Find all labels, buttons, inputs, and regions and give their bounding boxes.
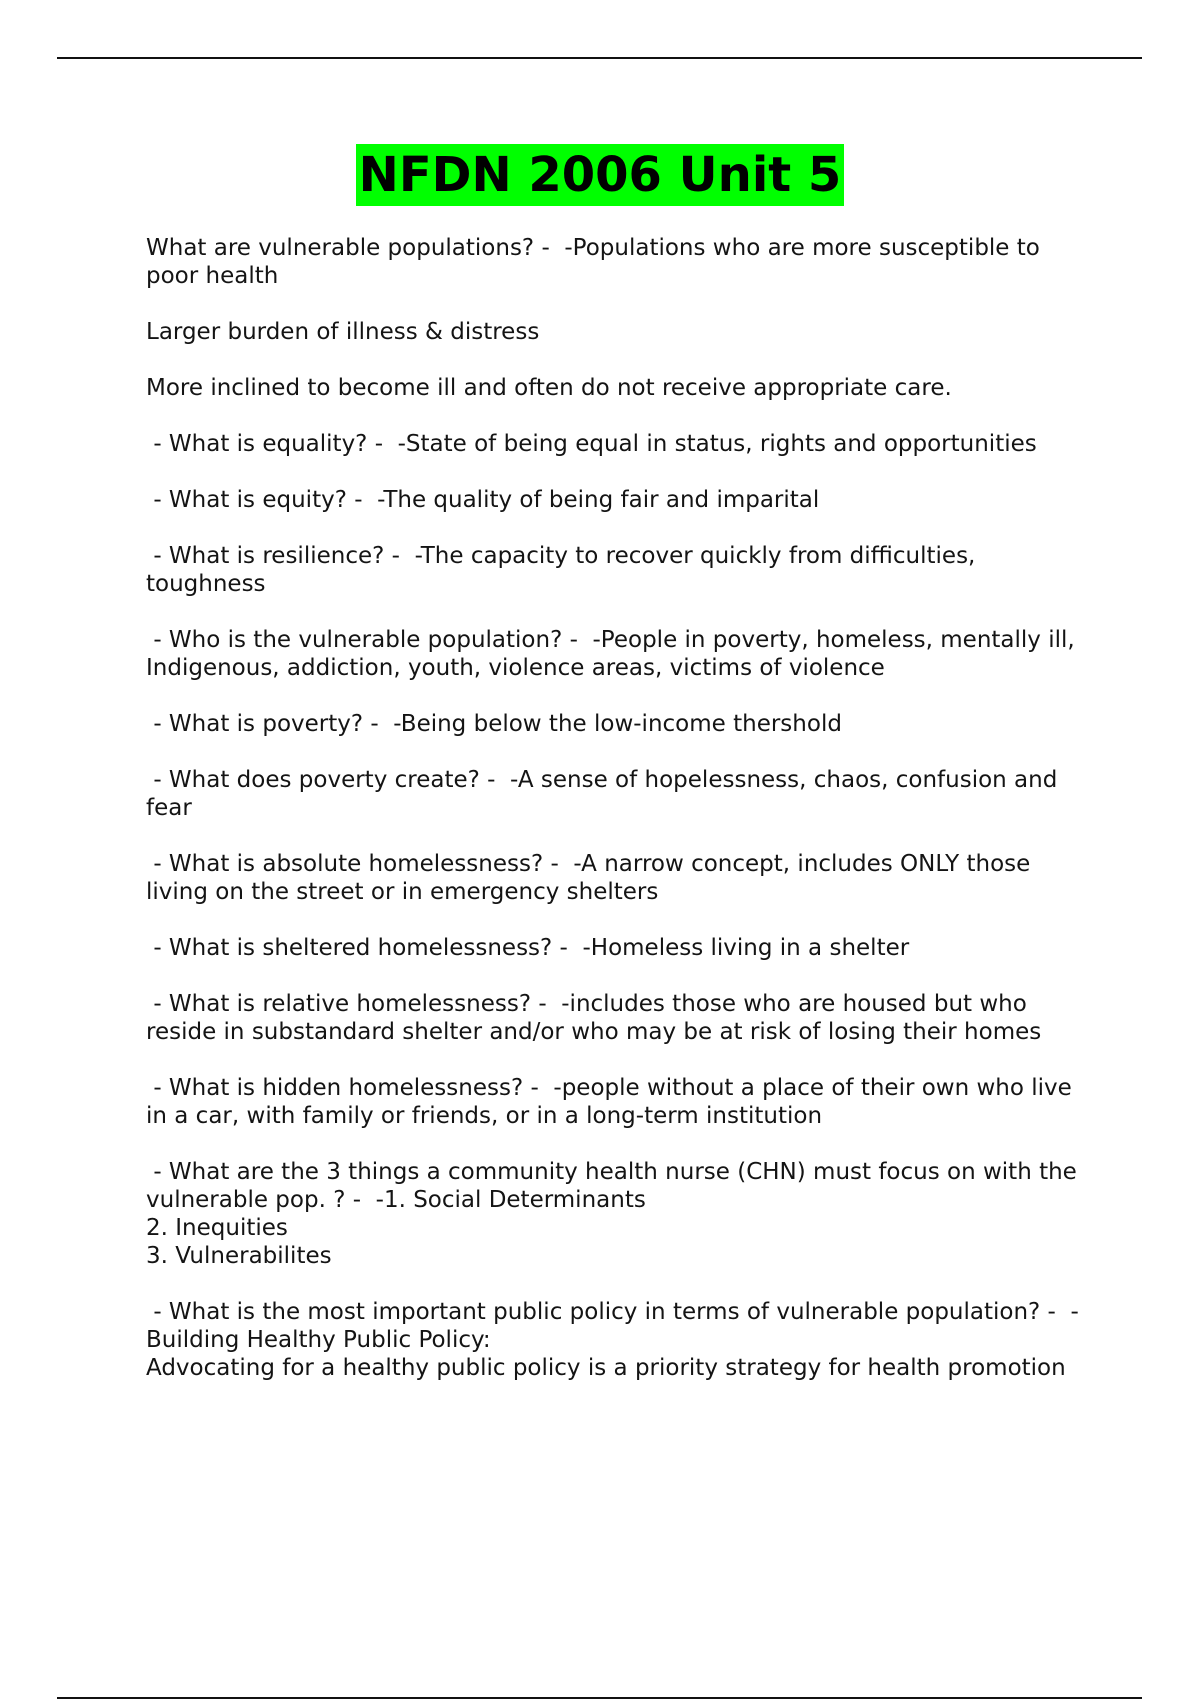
paragraph-poverty-creates: - What does poverty create? - -A sense of hopelessness, chaos, confusion and fear bbox=[146, 767, 1065, 821]
document-title: NFDN 2006 Unit 5 bbox=[356, 144, 845, 206]
paragraph-sheltered-homelessness: - What is sheltered homelessness? - -Homeless living in a shelter bbox=[146, 935, 910, 961]
paragraph-public-policy: - What is the most important public policy in terms of vulnerable population? - -Building Healthy Public Policy: Advocating for a healthy public policy is a priority strategy for health promotion bbox=[146, 1299, 1079, 1381]
document-body bbox=[146, 234, 1096, 1410]
paragraph-more-inclined: More inclined to become ill and often do not receive appropriate care. bbox=[146, 375, 952, 401]
top-rule bbox=[57, 57, 1142, 59]
paragraph-chn-focus: - What are the 3 things a community health nurse (CHN) must focus on with the vulnerable pop. ? - -1. Social Determinants 2. Inequities 3. Vulnerabilites bbox=[146, 1159, 1077, 1269]
paragraph-equality: - What is equality? - -State of being equal in status, rights and opportunities bbox=[146, 431, 1037, 457]
title-container bbox=[0, 144, 1200, 206]
bottom-rule bbox=[57, 1697, 1142, 1699]
paragraph-relative-homelessness: - What is relative homelessness? - -includes those who are housed but who reside in substandard shelter and/or who may be at risk of losing their homes bbox=[146, 991, 1042, 1045]
paragraph-who-vulnerable: - Who is the vulnerable population? - -People in poverty, homeless, mentally ill, Indigenous, addiction, youth, violence areas, victims of violence bbox=[146, 627, 1083, 681]
paragraph-absolute-homelessness: - What is absolute homelessness? - -A narrow concept, includes ONLY those living on the street or in emergency shelters bbox=[146, 851, 1038, 905]
paragraph-hidden-homelessness: - What is hidden homelessness? - -people without a place of their own who live in a car, with family or friends, or in a long-term institution bbox=[146, 1075, 1080, 1129]
paragraph-resilience: - What is resilience? - -The capacity to recover quickly from difficulties, toughness bbox=[146, 543, 983, 597]
paragraph-vulnerable-populations: What are vulnerable populations? - -Populations who are more susceptible to poor health bbox=[146, 235, 1048, 289]
paragraph-equity: - What is equity? - -The quality of being fair and imparital bbox=[146, 487, 820, 513]
paragraph-larger-burden: Larger burden of illness & distress bbox=[146, 319, 540, 345]
paragraph-poverty: - What is poverty? - -Being below the low-income thershold bbox=[146, 711, 842, 737]
